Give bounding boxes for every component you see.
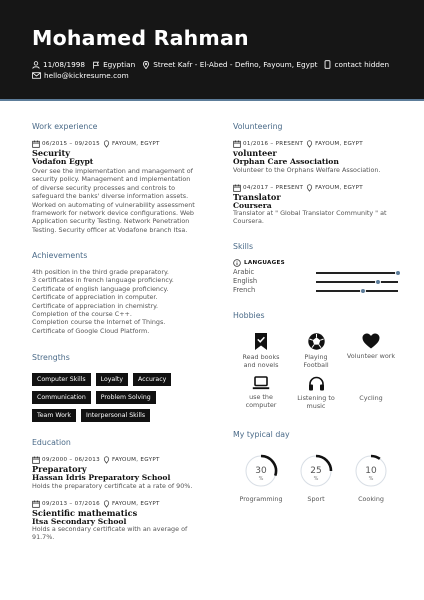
language-level-bar xyxy=(316,272,398,274)
typical-day-item xyxy=(286,453,346,503)
achievement-line: 3 certificates in french language proficiency. xyxy=(32,276,174,285)
location-pin-icon xyxy=(306,184,313,192)
calendar-icon xyxy=(32,456,40,464)
hobby-item xyxy=(341,333,401,360)
language-level-bar xyxy=(316,281,398,283)
achievements-list xyxy=(32,268,222,335)
languages-header xyxy=(233,259,285,267)
volunteer-line: Translator at " Global Translator Community " at xyxy=(233,209,387,217)
progress-ring-arc xyxy=(371,456,380,459)
phone: contact hidden xyxy=(334,60,390,69)
work-line: security policy. Management and implementation xyxy=(32,175,191,184)
work-meta xyxy=(32,140,163,148)
typical-day-value: 25 xyxy=(310,466,322,476)
header-email-line xyxy=(32,71,136,80)
section-title-education: Education xyxy=(32,438,71,447)
phone-icon xyxy=(324,60,331,69)
education-school: Hassan Idris Preparatory School xyxy=(32,473,171,482)
section-title-strengths: Strengths xyxy=(32,353,70,362)
work-description xyxy=(32,167,222,234)
location-pin-icon xyxy=(103,140,110,148)
info-icon xyxy=(233,259,241,267)
volunteer-description xyxy=(233,166,403,174)
education-school: Itsa Secondary School xyxy=(32,517,127,526)
volunteer-dates: 01/2016 – PRESENT xyxy=(243,141,304,147)
volunteer-line: Coursera. xyxy=(233,217,264,226)
hobby-label-line: use the xyxy=(249,393,273,401)
typical-day-unit: % xyxy=(368,476,374,482)
nationality: Egyptian xyxy=(103,60,136,69)
strengths-tags xyxy=(32,373,192,427)
achievement-line: Certificate of appreciation in chemistry. xyxy=(32,301,159,310)
hobby-label-line: and novels xyxy=(243,361,279,370)
typical-day-value: 10 xyxy=(365,466,377,476)
typical-day-value: 30 xyxy=(255,466,267,476)
person-icon xyxy=(32,61,40,69)
volunteer-dates: 04/2017 – PRESENT xyxy=(243,185,304,191)
bicycle-icon xyxy=(361,385,381,391)
hobby-label-line: computer xyxy=(245,401,277,410)
email[interactable]: hello@kickresume.com xyxy=(44,71,129,80)
volunteer-role: volunteer xyxy=(233,148,277,158)
candidate-name: Mohamed Rahman xyxy=(32,26,249,50)
work-line: framework for network device configurations. Web xyxy=(32,209,194,218)
soccer-ball-icon xyxy=(308,333,325,350)
achievement-line: 4th position in the third grade preparatory. xyxy=(32,268,169,276)
education-location: FAYOUM, EGYPT xyxy=(111,457,160,463)
education-line: Holds a secondary certificate with an average of xyxy=(32,525,188,533)
hobby-label xyxy=(341,352,401,360)
typical-day-item xyxy=(341,453,401,503)
section-title-hobbies: Hobbies xyxy=(233,311,265,320)
work-location: FAYOUM, EGYPT xyxy=(111,141,160,147)
resume-header xyxy=(0,0,424,101)
progress-ring xyxy=(353,453,389,489)
strength-tag: Accuracy xyxy=(133,373,171,386)
strength-tag: Interpersonal Skills xyxy=(81,409,150,422)
strength-tag: Team Work xyxy=(32,409,76,422)
birthdate-item xyxy=(32,60,85,69)
achievement-line: Certificate of english language proficiency. xyxy=(32,284,169,293)
section-title-work: Work experience xyxy=(32,122,98,131)
progress-ring xyxy=(298,453,334,489)
language-name: Arabic xyxy=(233,268,255,276)
typical-day-label: Sport xyxy=(307,495,325,503)
education-description xyxy=(32,525,222,542)
typical-day-label: Programming xyxy=(239,495,283,503)
education-description xyxy=(32,482,222,490)
strength-tag: Loyalty xyxy=(96,373,128,386)
address-item xyxy=(142,60,317,69)
volunteer-meta xyxy=(233,184,366,192)
hobby-item xyxy=(286,376,346,411)
strength-row xyxy=(32,391,192,404)
education-meta xyxy=(32,500,163,508)
education-meta xyxy=(32,456,163,464)
hobby-label-line: music xyxy=(306,402,326,411)
hobby-label xyxy=(341,394,401,402)
strength-row xyxy=(32,409,192,422)
hobby-label-line: Cycling xyxy=(359,394,383,402)
mail-icon xyxy=(32,72,41,79)
volunteer-description xyxy=(233,209,403,226)
language-level-knob xyxy=(395,270,401,276)
hobby-label-line: Football xyxy=(303,361,329,370)
typical-day-unit: % xyxy=(313,476,319,482)
strength-tag: Problem Solving xyxy=(96,391,156,404)
birthdate: 11/08/1998 xyxy=(43,60,86,69)
calendar-icon xyxy=(32,140,40,148)
work-line: safeguard the banks' diverse information assets. xyxy=(32,192,189,201)
hobby-label-line: Volunteer work xyxy=(346,352,396,360)
education-location: FAYOUM, EGYPT xyxy=(111,501,160,507)
laptop-icon xyxy=(252,376,270,390)
volunteer-line: Volunteer to the Orphans Welfare Association. xyxy=(233,166,381,174)
language-name: English xyxy=(233,277,258,285)
hobby-label-line: Listening to xyxy=(297,394,335,402)
calendar-icon xyxy=(32,500,40,508)
section-title-skills: Skills xyxy=(233,242,254,251)
education-line: Holds the preparatory certificate at a rate of 90%. xyxy=(32,482,193,490)
hobby-item xyxy=(286,333,346,370)
header-info-line xyxy=(32,60,396,69)
address: Street Kafr - El-Abed - Defino, Fayoum, Egypt xyxy=(153,60,318,69)
calendar-icon xyxy=(233,184,241,192)
hobby-label xyxy=(286,394,346,411)
hobby-label xyxy=(231,353,291,370)
hobby-item xyxy=(341,385,401,402)
language-name: French xyxy=(233,286,256,294)
volunteer-org: Orphan Care Association xyxy=(233,157,339,166)
strength-row xyxy=(32,373,192,386)
hobby-label-line: Read books xyxy=(242,353,280,361)
hobby-label-line: Playing xyxy=(304,353,328,361)
languages-label: LANGUAGES xyxy=(244,260,286,266)
strength-tag: Communication xyxy=(32,391,91,404)
section-title-volunteering: Volunteering xyxy=(233,122,283,131)
location-pin-icon xyxy=(103,500,110,508)
bookmark-check-icon xyxy=(254,333,268,350)
typical-day-label: Cooking xyxy=(358,495,384,503)
strength-tag: Computer Skills xyxy=(32,373,91,386)
education-line: 91.7%. xyxy=(32,533,55,542)
flag-icon xyxy=(92,61,100,69)
typical-day-unit: % xyxy=(258,476,264,482)
headphones-icon xyxy=(308,376,325,391)
nationality-item xyxy=(92,60,135,69)
hobby-item xyxy=(231,376,291,410)
work-line: Over see the implementation and management of xyxy=(32,167,193,175)
achievement-line: Certificate of appreciation in computer. xyxy=(32,293,158,302)
education-dates: 09/2013 – 07/2016 xyxy=(42,501,100,507)
typical-day-item xyxy=(231,453,291,503)
work-role: Security xyxy=(32,148,71,158)
achievement-line: Certificate of Google Cloud Platform. xyxy=(32,326,150,335)
hobby-label xyxy=(286,353,346,370)
work-company: Vodafon Egypt xyxy=(32,157,94,166)
volunteer-location: FAYOUM, EGYPT xyxy=(315,185,363,191)
progress-ring xyxy=(243,453,279,489)
work-line: Testing. Security officer at Vodafone branch Itsa. xyxy=(32,225,188,234)
location-pin-icon xyxy=(103,456,110,464)
location-pin-icon xyxy=(142,61,150,69)
heart-icon xyxy=(362,333,380,349)
calendar-icon xyxy=(233,140,241,148)
language-level-knob xyxy=(375,279,381,285)
volunteer-org: Coursera xyxy=(233,201,272,210)
work-line: of diverse security processes and controls to xyxy=(32,183,176,192)
achievement-line: Completion of the course C++. xyxy=(32,310,132,319)
work-line: Application security Testing. Network Penetration xyxy=(32,217,190,226)
volunteer-role: Translator xyxy=(233,192,281,202)
language-level-bar xyxy=(316,290,398,292)
achievement-line: Completion course the Internet of Things. xyxy=(32,318,166,327)
education-dates: 09/2000 – 06/2013 xyxy=(42,457,100,463)
volunteer-meta xyxy=(233,140,366,148)
work-dates: 06/2015 – 09/2015 xyxy=(42,141,100,147)
volunteer-location: FAYOUM, EGYPT xyxy=(315,141,363,147)
phone-item xyxy=(324,60,389,69)
email-item[interactable] xyxy=(32,71,129,80)
section-title-typical-day: My typical day xyxy=(233,430,290,439)
language-level-knob xyxy=(360,288,366,294)
education-degree: Preparatory xyxy=(32,464,87,474)
hobby-label xyxy=(231,393,291,410)
location-pin-icon xyxy=(306,140,313,148)
hobby-item xyxy=(231,333,291,370)
work-line: Worked on automating of vulnerability assessment xyxy=(32,200,195,209)
section-title-achievements: Achievements xyxy=(32,251,88,260)
education-degree: Scientific mathematics xyxy=(32,508,138,518)
